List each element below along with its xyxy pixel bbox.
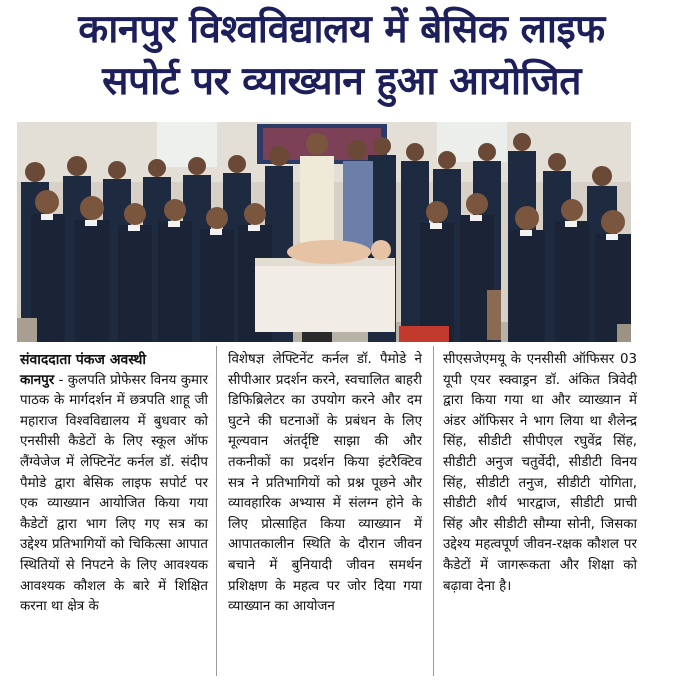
article-column-1 [20, 350, 208, 618]
headline-line-1: कानपुर विश्वविद्यालय में बेसिक लाइफ [78, 7, 605, 52]
headline-line-2: सपोर्ट पर व्याख्यान हुआ आयोजित [102, 59, 581, 104]
article-column-2 [228, 350, 422, 618]
headline [0, 4, 683, 108]
group-photo-illustration [17, 122, 631, 342]
byline: संवाददाता पंकज अवस्थी [20, 352, 147, 368]
column-2-text: विशेषज्ञ लेफ्टिनेंट कर्नल डॉ. पैमोडे ने सीपीआर प्रदर्शन करने, स्वचालित बाहरी डिफिब्रिलेटर का उपयोग करने और दम घुटने की घटनाओं के प्रबंधन के लिए मूल्यवान अंतर्दृष्टि साझा की और तकनीकों का प्रदर्शन किया इंटरैक्टिव सत्र ने प्रतिभागियों को प्रश्न पूछने और व्यावहारिक अभ्यास में संलग्न होने के लिए प्रोत्साहित किया व्याख्यान में आपातकालीन स्थिति के दौरान जीवन बचाने में बुनियादी जीवन समर्थन प्रशिक्षण के महत्व पर जोर दिया गया व्याख्यान का आयोजन [228, 352, 422, 615]
column-3-text: सीएसजेएमयू के एनसीसी ऑफिसर 03 यूपी एयर स्क्वाड्रन डॉ. अंकित त्रिवेदी द्वारा किया गया था और व्याख्यान में अंडर ऑफिसर ने भाग लिया था शैलेन्द्र सिंह, सीडीटी सीपीएल रघुवेंद्र सिंह, सीडीटी अनुज चतुर्वेदी, सीडीटी विनय सिंह, सीडीटी तनुज, सीडीटी योगिता, सीडीटी शौर्य भारद्वाज, सीडीटी प्राची सिंह और सीडीटी सौम्या सोनी, जिसका उद्देश्य महत्वपूर्ण जीवन-रक्षक कौशल पर कैडेटों में जागरूकता और शिक्षा को बढ़ावा देना है। [443, 352, 637, 594]
news-photo [17, 122, 631, 342]
column-divider-1 [216, 346, 217, 676]
dateline-place: कानपुर [20, 372, 55, 388]
article-column-3 [443, 350, 637, 597]
column-divider-2 [433, 346, 434, 676]
article-lead-paragraph [20, 371, 208, 618]
column-1-text: - कुलपति प्रोफेसर विनय कुमार पाठक के मार्गदर्शन में छत्रपति शाहू जी महाराज विश्वविद्यालय में बुधवार को एनसीसी कैडेटों के लिए स्कूल ऑफ लैंग्वेजेज में लेफ्टिनेंट कर्नल डॉ. संदीप पैमोडे द्वारा बेसिक लाइफ सपोर्ट पर एक व्याख्यान आयोजित किया गया कैडेटों द्वारा भाग लिए गए सत्र का उद्देश्य प्रतिभागियों को चिकित्सा आपात स्थितियों से निपटने के लिए आवश्यक आवश्यक कौशल के बारे में शिक्षित करना था क्षेत्र के [20, 372, 208, 615]
